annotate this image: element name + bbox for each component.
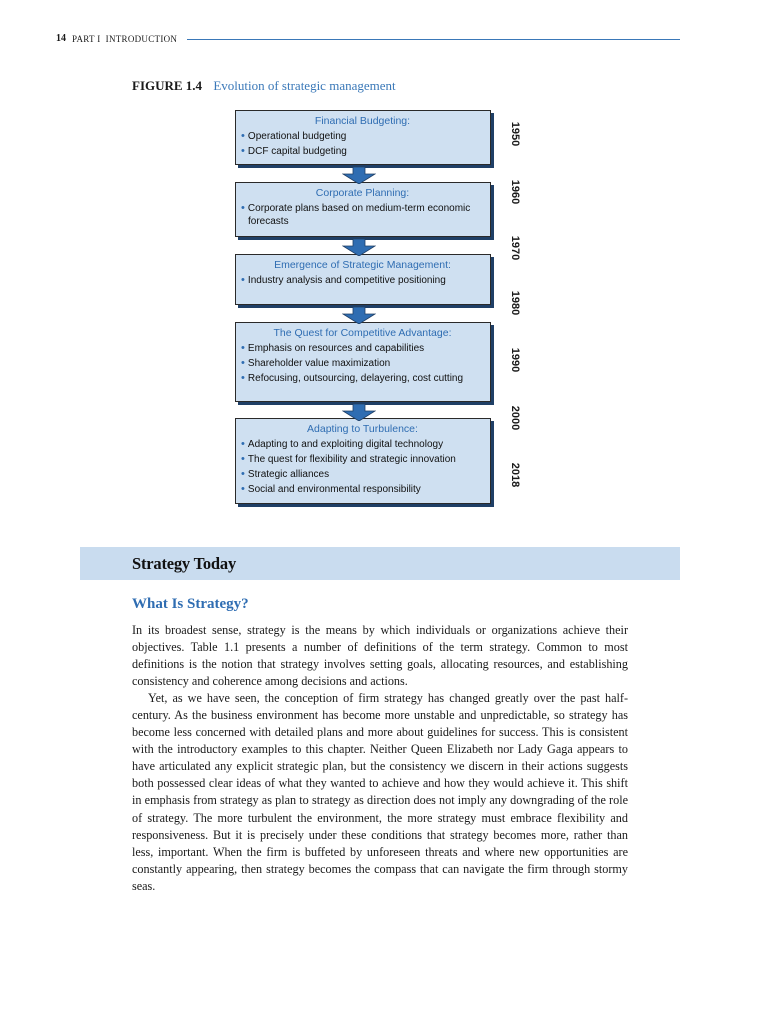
diagram-box-item-text: Corporate plans based on medium-term economic forecasts [247,203,471,227]
diagram-box-item [241,468,484,481]
diagram-box [235,110,491,165]
subsection-title: What Is Strategy? [132,596,249,612]
diagram-box-item-text: Social and environmental responsibility [247,484,421,495]
diagram-box-item [241,145,484,158]
diagram-box-title: Corporate Planning: [315,187,410,199]
figure-label: FIGURE 1.4 [132,78,203,93]
year-label: 1970 [509,235,522,261]
bullet-icon: • [241,453,248,465]
diagram-box-title: Financial Budgeting: [314,115,411,127]
diagram-box-title: The Quest for Competitive Advantage: [273,327,452,339]
year-label: 1950 [509,121,522,147]
bullet-icon: • [241,372,248,384]
year-label: 2000 [509,405,522,431]
diagram-box-item [241,438,484,451]
section-band [80,547,680,580]
down-arrow-icon [342,307,376,324]
bullet-icon: • [241,342,248,354]
running-head-rule [187,39,680,40]
diagram-box-item [241,274,484,287]
diagram-box-item-text: The quest for flexibility and strategic innovation [247,454,456,465]
diagram-box-item [241,372,484,385]
diagram-box-item-text: DCF capital budgeting [247,146,347,157]
figure-caption [132,78,396,94]
diagram-box-item-text: Adapting to and exploiting digital technology [247,439,444,450]
year-label: 2018 [509,462,522,488]
diagram-box-item [241,483,484,496]
bullet-icon: • [241,357,248,369]
diagram-box-item [241,453,484,466]
down-arrow-icon [342,239,376,256]
year-label: 1990 [509,347,522,373]
figure-title: Evolution of strategic management [213,78,396,93]
diagram-box-item-text: Strategic alliances [247,469,330,480]
diagram-box-title: Emergence of Strategic Management: [274,259,451,271]
bullet-icon: • [241,483,248,495]
bullet-icon: • [241,130,248,142]
diagram-box-item-text: Refocusing, outsourcing, delayering, cost cutting [247,373,464,384]
diagram-box-item [241,130,484,143]
diagram-box-title: Adapting to Turbulence: [307,423,418,435]
diagram-box [235,182,491,237]
diagram-box [235,254,491,305]
bullet-icon: • [241,145,248,157]
down-arrow-icon [342,167,376,184]
paragraph-1: In its broadest sense, strategy is the means by which individuals or organizations achieve their objectives. Table 1.1 presents a number of definitions of the term strategy. Common to most definitions is the notion that strategy involves setting goals, allocating resources, and establishing consistency and coherence among decisions and actions. [132,623,628,689]
diagram-box-item [241,342,484,355]
body-text [132,622,628,895]
bullet-icon: • [241,202,248,214]
page-number: 14 [56,33,66,44]
diagram-box-item [241,357,484,370]
diagram-box-item-text: Operational budgeting [247,131,347,142]
diagram-box-item-text: Emphasis on resources and capabilities [247,343,425,354]
diagram-box [235,322,491,402]
year-label: 1980 [509,290,522,316]
running-head [56,33,680,44]
running-head-part: PART I INTRODUCTION [72,33,178,44]
diagram-box-item-text: Industry analysis and competitive positioning [247,275,446,286]
bullet-icon: • [241,468,248,480]
diagram-box-item [241,202,484,228]
diagram-box [235,418,491,504]
diagram-box-item-text: Shareholder value maximization [247,358,391,369]
down-arrow-icon [342,404,376,421]
year-label: 1960 [509,179,522,205]
section-title: Strategy Today [132,554,237,573]
bullet-icon: • [241,438,248,450]
paragraph-2: Yet, as we have seen, the conception of firm strategy has changed greatly over the past half-century. As the business environment has become more unstable and unpredictable, so strategy has become less concerned with detailed plans and more about guidelines for success. This is consistent with the introductory examples to this chapter. Neither Queen Elizabeth nor Lady Gaga appears to have articulated any explicit strategic plan, but the consistency we discern in their actions suggests both possessed clear ideas of what they wanted to achieve and how they would achieve it. This shift in emphasis from strategy as plan to strategy as direction does not imply any downgrading of the role of strategy. The more turbulent the environment, the more strategy must embrace flexibility and responsiveness. But it is precisely under these conditions that strategy becomes more, rather than less, important. When the firm is buffeted by unforeseen threats and where new opportunities are constantly appearing, then strategy becomes the compass that can navigate the firm through stormy seas. [132,691,628,893]
bullet-icon: • [241,274,248,286]
